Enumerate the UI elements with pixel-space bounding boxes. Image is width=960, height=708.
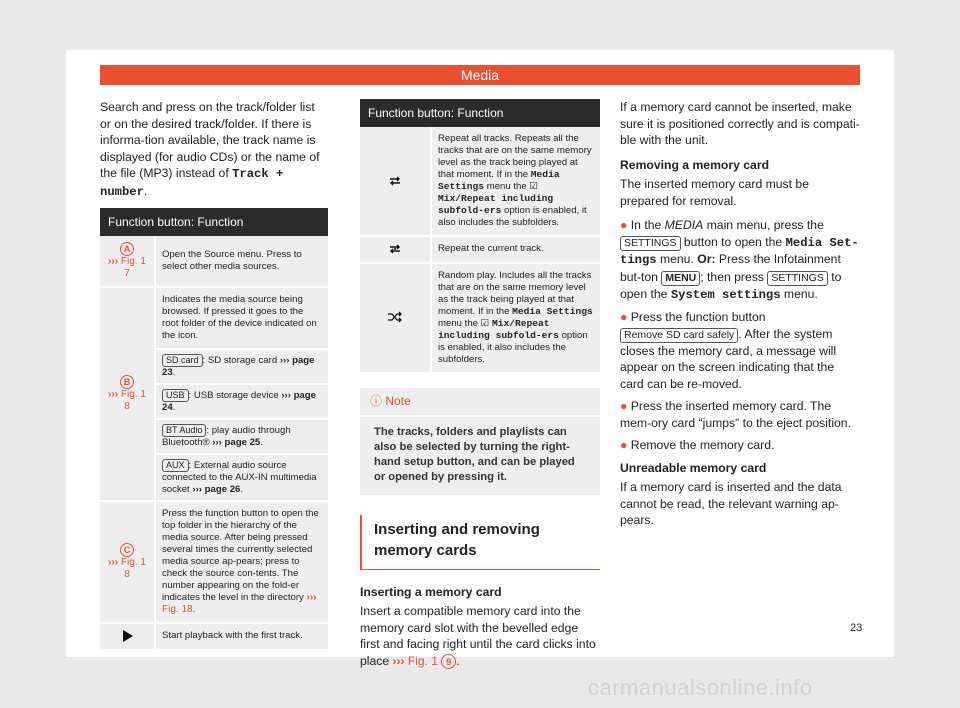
section-title: Inserting and removing memory cards [360, 515, 600, 570]
button-b-icon: B [120, 375, 134, 389]
bullet-item: ● Press the inserted memory card. The mem-ory card “jumps” to the eject position. [620, 399, 851, 430]
table-header: Function button: Function [100, 208, 328, 236]
bullet-item: ● Press the function button Remove SD card safely . After the system closes the memory card, a message will appear on the screen indicating that the card can be re-moved. [620, 310, 837, 391]
table-row: Repeat all tracks. Repeats all the tracks that are on the same memory level as the track being played at that moment. If in the Media Settings menu the ☑ Mix/Repeat including subfold-ers option is enabled, it also includes the subfolders. [360, 127, 600, 236]
paragraph: If a memory card cannot be inserted, make sure it is positioned correctly and is compati-ble with the unit. [620, 100, 860, 147]
column-middle [360, 99, 600, 677]
unreadable-heading: Unreadable memory card [620, 460, 767, 475]
table-row: Start playback with the first track. [100, 623, 328, 650]
repeat-one-icon [387, 243, 403, 255]
remove-heading: Removing a memory card [620, 157, 770, 172]
table-row: Random play. Includes all the tracks that are on the same memory level as the track being played at that moment. If in the Media Settings menu the ☑ Mix/Repeat including subfold-ers option is enabled, it also includes the subfolders. [360, 263, 600, 373]
button-a-icon: A [120, 242, 134, 256]
callout-9-icon: 9 [441, 654, 456, 669]
bullet-item: ● Remove the memory card. [620, 438, 775, 452]
insert-heading: Inserting a memory card [360, 584, 502, 599]
bullet-item: ● In the MEDIA main menu, press the SETTINGS button to open the Media Set-tings menu. Or: Press the Infotainment but-ton MENU ; then press SETTINGS to open the System settings menu. [620, 218, 859, 302]
column-left [100, 99, 328, 651]
table-row: Repeat the current track. [360, 236, 600, 263]
intro-paragraph: Search and press on the track/folder list or on the desired track/folder. If there is informa-tion available, the track name is displayed (for audio CDs) or the name of the file (MP3) instead of Track + number. [100, 100, 320, 199]
table-row: A ››› Fig. 1 7 Open the Source menu. Press to select other media sources. [100, 236, 328, 287]
watermark: carmanualsonline.info [588, 675, 813, 700]
note-box: ⓘ Note The tracks, folders and playlists can also be selected by turning the right-hand setup button, and can be played or opened by pressing it. [360, 388, 600, 495]
table-row: B ››› Fig. 1 8 Indicates the media source being browsed. If pressed it goes to the root folder of the device indicated on the icon. [100, 287, 328, 349]
checkbox-icon: ☑ [529, 181, 539, 192]
function-table-1: Function button: Function A ››› Fig. 1 7 Open the Source menu. Press to select other media sources. B ››› Fig. 1 8 Indicates the media source being browsed. If pressed it goes to the root folder of the device indicated on the icon. SD card : SD storage card ››› page 23. USB : USB storage device ››› page 24. BT Audio : play audio through Bluetooth® ››› page 25. AUX : External audio source connected to the AUX-IN multimedia socket ››› page 26. C ››› Fig. 1 8 Press the function button to open the top folder in the hierarchy of the media source. After being pressed several times the currently selected media source ap-pears; press to check the source con-tents. The number appearing on the fold-er indicates the level in the directory ››› Fig. 18. Start playback with the first track. [100, 208, 328, 651]
play-icon [122, 630, 133, 642]
table-row: C ››› Fig. 1 8 Press the function button to open the top folder in the hierarchy of the media source. After being pressed several times the currently selected media source ap-pears; press to check the source con-tents. The number appearing on the fold-er indicates the level in the directory ››› Fig. 18. [100, 501, 328, 623]
function-table-2 [360, 99, 600, 374]
page-number: 23 [850, 622, 863, 634]
column-right [620, 99, 860, 537]
checkbox-icon: ☑ [480, 317, 490, 329]
repeat-all-icon [387, 175, 403, 187]
insert-paragraph: Insert a compatible memory card into the memory card slot with the bevelled edge first and facing right until the card clicks into place ››› Fig. 1 9 . [360, 604, 596, 668]
button-c-icon: C [120, 543, 134, 557]
shuffle-icon [387, 311, 403, 323]
info-icon: ⓘ [370, 393, 383, 408]
paragraph: The inserted memory card must be prepared for removal. [620, 177, 809, 208]
paragraph: If a memory card is inserted and the data cannot be read, the relevant warning ap-pears. [620, 480, 842, 527]
table-header: Function button: Function [360, 99, 600, 127]
page-header: Media [100, 65, 860, 85]
